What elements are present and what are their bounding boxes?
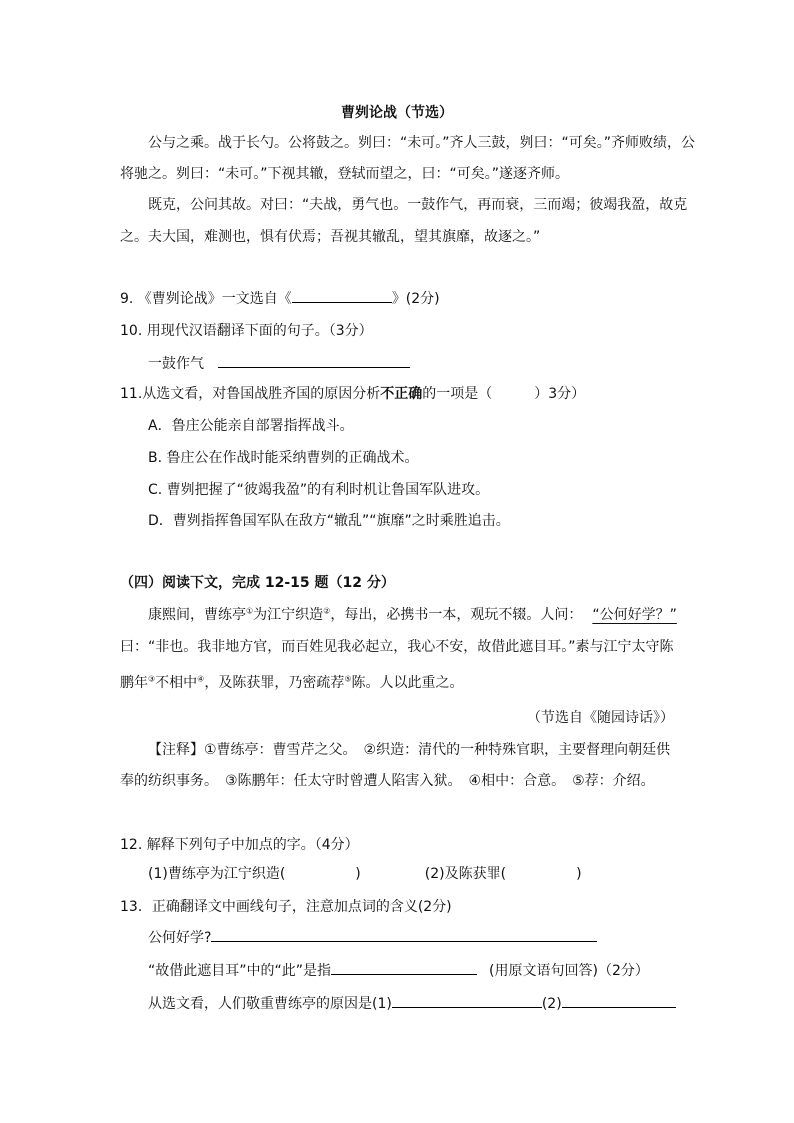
q12-close-paren-2: )	[576, 866, 582, 882]
passage1-title: 曹刿论战（节选）	[341, 105, 453, 121]
q13-translate	[148, 927, 597, 948]
passage2-line-2: 曰：“非也。我非地方官，而百姓见我必起立，我心不安，故借此遮目耳。”素与江宁太守陈	[120, 639, 674, 655]
q13-translate-blank[interactable]	[211, 927, 597, 942]
q12-close-paren-1: )	[355, 866, 361, 882]
footnote-marker-3: ③	[148, 674, 156, 684]
q11-bold-keyword: 不正确	[380, 386, 423, 402]
q13-ci	[148, 960, 649, 981]
passage2-text: ，每出，必携书一本，观玩不辍。人问：	[330, 607, 583, 623]
section4-heading: （四）阅读下文，完成 12-15 题（12 分）	[120, 575, 395, 591]
q11-text-before: 11.从选文看，对鲁国战胜齐国的原因分析	[120, 386, 381, 402]
underlined-sentence: “公何好学？”	[592, 607, 677, 623]
q9-text-before: 9. 《曹刿论战》一文选自《	[120, 291, 292, 307]
question-10: 10. 用现代汉语翻译下面的句子。（3分）	[120, 323, 373, 339]
q13-ci-text: “故借此遮目耳”中的“此”是指	[148, 963, 332, 979]
q13-ci-note: (用原文语句回答)（2分）	[489, 963, 649, 979]
footnote-marker-1: ①	[246, 606, 254, 616]
passage2-text: 鹏年	[120, 675, 148, 691]
passage1-line-4: 之。夫大国，难测也，惧有伏焉；吾视其辙乱，望其旗靡，故逐之。”	[120, 229, 541, 245]
q11-option-c: C. 曹刿把握了“彼竭我盈”的有利时机让鲁国军队进攻。	[148, 482, 490, 498]
passage2-text: 康熙间，曹练亭	[148, 607, 246, 623]
q13-prompt: 公何好学?	[148, 930, 212, 946]
annotation-line-1: 【注释】①曹练亭：曹雪芹之父。 ②织造：清代的一种特殊官职，主要督理向朝廷供	[148, 742, 671, 758]
q12-item-1: (1)曹练亭为江宁织造(	[148, 866, 286, 882]
passage2-line-1	[148, 605, 677, 625]
passage2-line-3	[120, 673, 464, 693]
q10-phrase: 一鼓作气	[148, 356, 204, 372]
q10-answer-blank[interactable]	[218, 353, 410, 368]
passage2-text: 陈。人以此重之。	[351, 675, 464, 691]
passage1-line-3: 既克，公问其故。对曰：“夫战，勇气也。一鼓作气，再而衰，三而竭；彼竭我盈，故克	[148, 197, 688, 213]
passage1-line-2: 将驰之。刿曰：“未可。”下视其辙，登轼而望之，曰：“可矣。”遂逐齐师。	[120, 166, 570, 182]
q10-item	[148, 353, 410, 374]
annotation-line-2: 奉的纺织事务。 ③陈鹏年：任太守时曾遭人陷害入狱。 ④相中：合意。 ⑤荐：介绍。	[120, 773, 655, 789]
footnote-marker-5: ⑤	[344, 674, 352, 684]
passage2-source: （节选自《随园诗话》）	[527, 710, 674, 726]
footnote-marker-4: ④	[197, 674, 205, 684]
q13-reason-text: 从选文看，人们敬重曹练亭的原因是(1)	[148, 996, 392, 1012]
question-12: 12. 解释下列句子中加点的字。（4分）	[120, 837, 359, 853]
footnote-marker-2: ②	[323, 606, 331, 616]
q13-reason	[148, 993, 676, 1014]
q13-reason-blank-1[interactable]	[392, 993, 542, 1008]
q9-text-after: 》(2分)	[391, 291, 440, 307]
question-11	[120, 384, 585, 404]
question-13: 13．正确翻译文中画线句子，注意加点词的含义(2分)	[120, 899, 452, 915]
question-9	[120, 288, 440, 309]
passage2-text: 为江宁织造	[253, 607, 324, 623]
q13-reason-mid: (2)	[541, 996, 562, 1012]
passage1-line-1: 公与之乘。战于长勺。公将鼓之。刿曰：“未可。”齐人三鼓，刿曰：“可矣。”齐师败绩，公	[148, 135, 696, 151]
q11-option-b: B. 鲁庄公在作战时能采纳曹刿的正确战术。	[148, 450, 419, 466]
q12-items	[148, 864, 582, 884]
q11-text-after: 的一项是（ ）3分）	[422, 386, 586, 402]
q13-reason-blank-2[interactable]	[562, 993, 676, 1008]
q11-option-d: D．曹刿指挥鲁国军队在敌方“辙乱”“旗靡”之时乘胜追击。	[148, 513, 510, 529]
q9-answer-blank[interactable]	[292, 288, 392, 303]
q12-item-2: (2)及陈获罪(	[424, 866, 507, 882]
passage2-text: 不相中	[155, 675, 198, 691]
passage2-text: ，及陈获罪，乃密疏荐	[204, 675, 345, 691]
q11-option-a: A．鲁庄公能亲自部署指挥战斗。	[148, 418, 354, 434]
q13-ci-blank[interactable]	[331, 960, 477, 975]
